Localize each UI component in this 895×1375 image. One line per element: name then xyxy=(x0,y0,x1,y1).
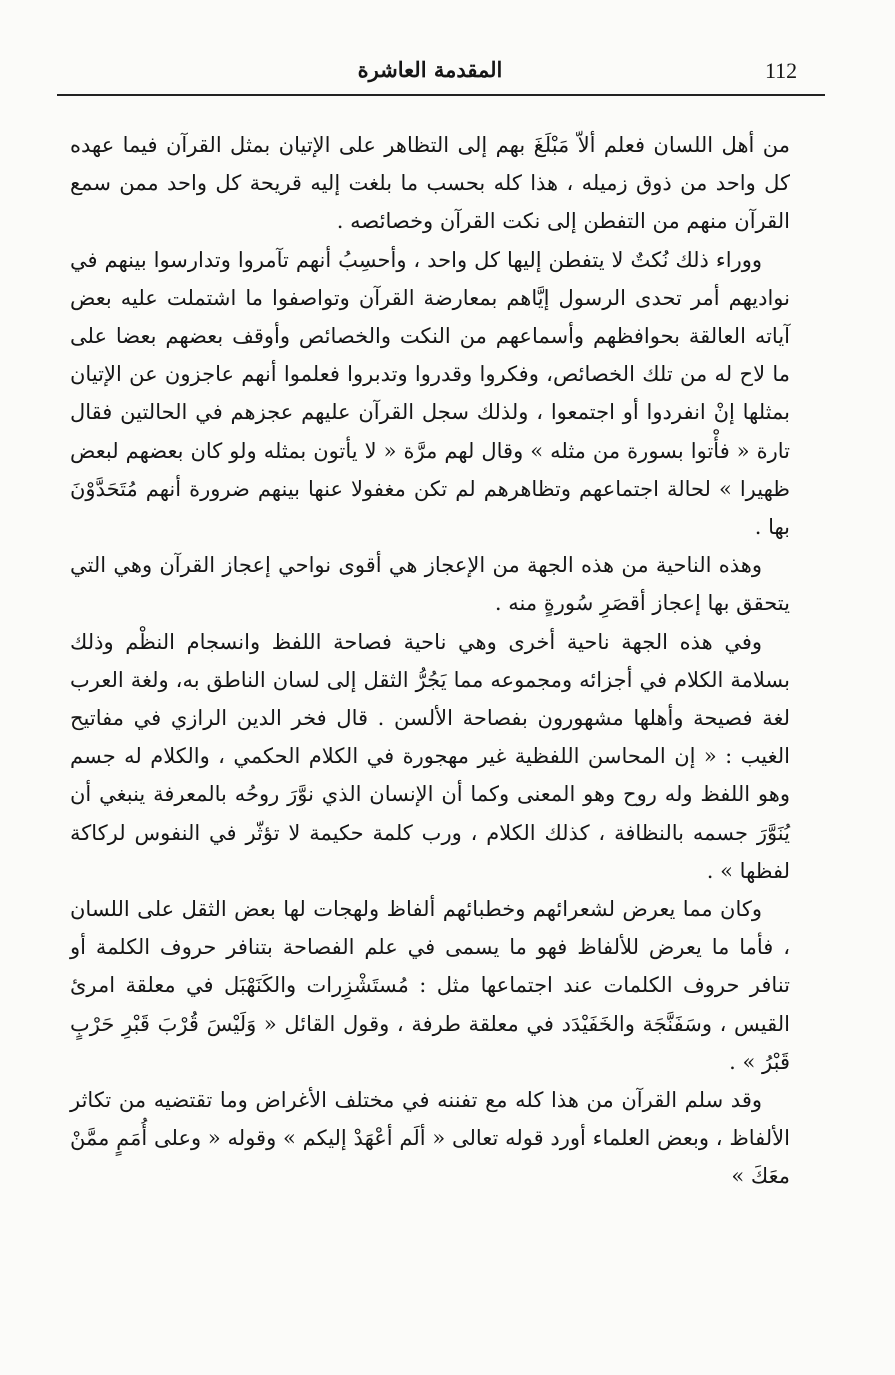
running-title: المقدمة العاشرة xyxy=(357,57,503,82)
page-number: 112 xyxy=(765,58,798,83)
paragraph: من أهل اللسان فعلم ألاّ مَبْلَغَ بهم إلى التظاهر على الإتيان بمثل القرآن فيما عهده كل واحد من ذوق زميله ، هذا كله بحسب ما بلغت إليه قريحة كل واحد ممن سمع القرآن منهم من التفطن إلى نكت القرآن وخصائصه . xyxy=(70,133,790,234)
header-rule xyxy=(57,94,825,96)
paragraph: ووراء ذلك نُكتٌ لا يتفطن إليها كل واحد ، وأحسِبُ أنهم تآمروا وتدارسوا بينهم في نواديهم أمر تحدى الرسول إيَّاهم بمعارضة القرآن وتواصفوا ما اشتملت عليه بعض آياته العالقة بحوافظهم وأسماعهم من النكت والخصائص وأوقف بعضهم بعضا على ما لاح له من تلك الخصائص، وفكروا وقدروا وتدبروا فعلموا أنهم عاجزون عن الإتيان بمثلها إنْ انفردوا أو اجتمعوا ، ولذلك سجل القرآن عليهم عجزهم في الحالتين فقال تارة « فأْتوا بسورة من مثله » وقال لهم مرَّة « لا يأتون بمثله ولو كان بعضهم لبعض ظهيرا » لحالة اجتماعهم وتظاهرهم لم تكن مغفولا عنها بينهم ضرورة أنهم مُتَحَدَّوْنَ بها . xyxy=(70,247,790,540)
body-text xyxy=(70,126,790,1196)
paragraph: وقد سلم القرآن من هذا كله مع تفننه في مختلف الأغراض وما تقتضيه من تكاثر الألفاظ ، وبعض العلماء أورد قوله تعالى « ألَم أعْهَدْ إليكم » وقوله « وعلى أُمَمٍ ممَّنْ معَكَ » xyxy=(70,1088,790,1189)
paragraph: وكان مما يعرض لشعرائهم وخطبائهم ألفاظ ولهجات لها بعض الثقل على اللسان ، فأما ما يعرض للألفاظ فهو ما يسمى في علم الفصاحة بتنافر حروف الكلمة أو تنافر حروف الكلمات عند اجتماعها مثل : مُستَشْزِرات والكَنَهْبَل في معلقة امرئ القيس ، وسَفَنَّجَة والخَفَيْدَد في معلقة طرفة ، وقول القائل « وَلَيْسَ قُرْبَ قَبْرِ حَرْبٍ قَبْرُ » . xyxy=(70,897,790,1074)
paragraph: وهذه الناحية من هذه الجهة من الإعجاز هي أقوى نواحي إعجاز القرآن وهي التي يتحقق بها إعجاز أقصَرِ سُورةٍ منه . xyxy=(70,553,790,616)
paragraph: وفي هذه الجهة ناحية أخرى وهي ناحية فصاحة اللفظ وانسجام النظْم وذلك بسلامة الكلام في أجزائه ومجموعه مما يَجُرُّ الثقل إلى لسان الناطق به، ولغة العرب لغة فصيحة وأهلها مشهورون بفصاحة الألسن . قال فخر الدين الرازي في مفاتيح الغيب : « إن المحاسن اللفظية غير مهجورة في الكلام الحكمي ، والكلام له جسم وهو اللفظ وله روح وهو المعنى وكما أن الإنسان الذي نوَّرَ روحُه بالمعرفة ينبغي أن يُنَوَّرَ جسمه بالنظافة ، كذلك الكلام ، ورب كلمة حكيمة لا تؤثّر في النفوس لركاكة لفظها » . xyxy=(70,629,790,883)
